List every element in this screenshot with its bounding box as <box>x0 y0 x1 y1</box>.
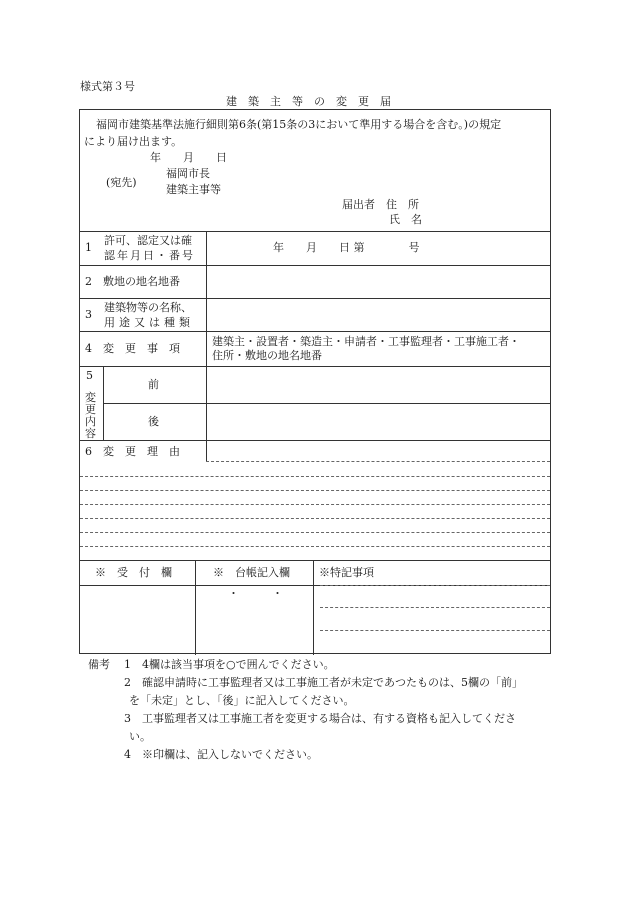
applicant-address-label: 届出者 住 所 <box>342 198 419 211</box>
row3-number: 3 <box>85 308 92 321</box>
divider-row1 <box>80 265 550 266</box>
ledger-header: ※ 台帳記入欄 <box>213 566 290 579</box>
row4-options-line-2: 住所・敷地の地名地番 <box>212 349 322 362</box>
reason-line <box>206 461 550 462</box>
reason-line <box>80 504 550 505</box>
divider-intro <box>80 231 550 232</box>
divider-row5-side <box>103 366 104 440</box>
row5-side-4: 容 <box>85 427 96 440</box>
row3-label-line-1: 建築物等の名称、 <box>104 301 192 314</box>
date-field: 年 月 日 <box>150 151 227 164</box>
special-line <box>320 585 550 586</box>
form-title: 建築主等の変更届 <box>226 95 402 108</box>
reason-line <box>80 546 550 547</box>
divider-row2 <box>80 298 550 299</box>
intro-line-2: により届け出ます。 <box>84 135 183 148</box>
row3-label-line-2: 用途又は種類 <box>104 316 194 329</box>
divider-label-column <box>206 231 207 462</box>
note-2-line-2: を「未定」とし、「後」に記入してください。 <box>129 694 355 707</box>
divider-row5-before <box>103 403 550 404</box>
note-3-line-1: 3 工事監理者又は工事施工者を変更する場合は、有する資格も記入してくださ <box>124 712 516 725</box>
special-notes-header: ※特記事項 <box>319 566 374 579</box>
divider-row5 <box>80 440 550 441</box>
row6-label: 6 変 更 理 由 <box>85 445 180 458</box>
addressee-prefix: (宛先) <box>106 176 137 189</box>
row5-number: 5 <box>86 369 93 382</box>
note-2-line-1: 2 確認申請時に工事監理者又は工事施工者が未定であつたものは、5欄の「前」 <box>124 676 523 689</box>
row1-label-line-2: 認年月日・番号 <box>104 249 195 262</box>
divider-row3 <box>80 331 550 332</box>
addressee-mayor: 福岡市長 <box>166 167 210 180</box>
note-3-line-2: い。 <box>129 730 151 743</box>
reason-line <box>80 490 550 491</box>
form-frame <box>79 109 551 654</box>
row5-before-label: 前 <box>148 378 159 391</box>
special-line <box>320 607 550 608</box>
divider-row4 <box>80 366 550 367</box>
row1-value: 年 月 日 第 号 <box>273 241 420 254</box>
row4-label: 4 変 更 事 項 <box>85 342 180 355</box>
divider-reception <box>195 560 196 655</box>
reception-header: ※ 受 付 欄 <box>95 566 172 579</box>
row5-after-label: 後 <box>148 415 159 428</box>
row4-options-line-1: 建築主・設置者・築造主・申請者・工事監理者・工事施工者・ <box>212 335 520 348</box>
ledger-dots: ・ ・ <box>228 587 283 600</box>
row5-side-2: 更 <box>85 403 96 416</box>
special-line <box>320 630 550 631</box>
note-4: 4 ※印欄は、記入しないでください。 <box>124 748 318 761</box>
row5-side-3: 内 <box>85 415 96 428</box>
reason-line <box>80 532 550 533</box>
reason-line <box>80 518 550 519</box>
note-1: 1 4欄は該当事項を○で囲んでください。 <box>124 658 335 671</box>
divider-reason <box>80 560 550 561</box>
notes-label: 備考 <box>88 658 110 671</box>
row1-label-line-1: 許可、認定又は確 <box>104 234 192 247</box>
row1-number: 1 <box>85 241 92 254</box>
form-number: 様式第３号 <box>80 80 135 93</box>
addressee-official: 建築主事等 <box>166 183 221 196</box>
intro-line-1: 福岡市建築基準法施行細則第6条(第15条の3において準用する場合を含む。)の規定 <box>96 118 502 131</box>
row5-side-1: 変 <box>85 391 96 404</box>
applicant-name-label: 氏 名 <box>389 213 422 226</box>
divider-ledger <box>313 560 314 655</box>
row2-label: 2 敷地の地名地番 <box>85 275 180 288</box>
reason-line <box>80 476 550 477</box>
